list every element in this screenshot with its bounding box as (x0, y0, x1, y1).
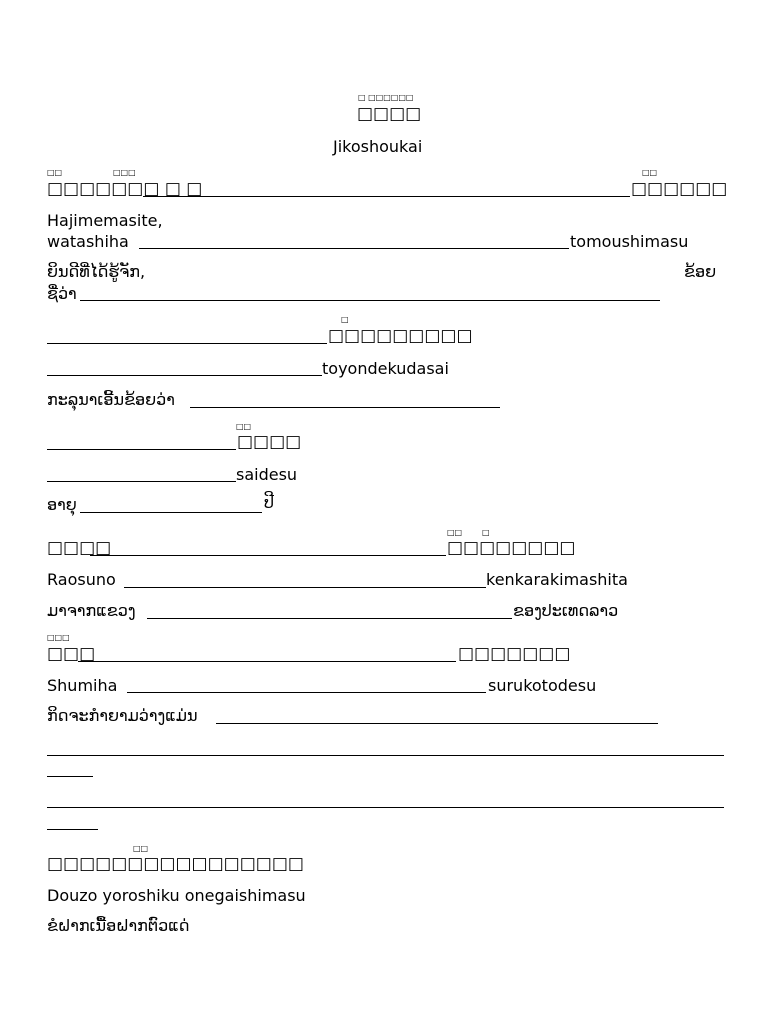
title-kanji: □□□□ (357, 104, 422, 124)
age-jp-blank[interactable] (47, 449, 236, 450)
callme-jp-blank[interactable] (47, 343, 327, 344)
closing-jp: □□□□□□□□□□□□□□□□ (47, 854, 304, 874)
hobby-romaji-blank[interactable] (127, 692, 486, 693)
name-ruby-c: □□ (642, 168, 658, 177)
hobby-jp-prefix: □□□ (47, 644, 96, 664)
callme-jp-suffix: □□□□□□□□□ (328, 326, 473, 346)
age-lao-prefix: ອາຍຸ (47, 495, 77, 514)
hobby-lao-blank[interactable] (216, 723, 658, 724)
origin-lao-blank[interactable] (147, 618, 512, 619)
origin-jp-suffix: □□□□□□□□ (447, 538, 576, 558)
origin-romaji-blank[interactable] (124, 587, 486, 588)
closing-lao: ຂໍຝາກເນື້ອຝາກຕົວແດ່ (47, 916, 190, 935)
free-line-1[interactable] (47, 755, 724, 756)
name-ruby-a: □□ (47, 168, 63, 177)
hobby-ruby: □□□ (47, 633, 70, 642)
name-lao-blank[interactable] (80, 300, 660, 301)
title-romaji: Jikoshoukai (333, 137, 423, 156)
name-jp-suffix: □□□□□□ (631, 179, 728, 199)
callme-lao-prefix: ກະລຸນາເອີ້ນຂ້ອຍວ່າ (47, 390, 175, 409)
callme-ruby: □ (341, 315, 349, 324)
origin-jp-blank[interactable] (90, 555, 446, 556)
origin-ruby-a: □□ (447, 528, 463, 537)
origin-lao-suffix: ຂອງປະເທດລາວ (513, 601, 619, 620)
name-romaji-prefix: watashiha (47, 232, 129, 251)
closing-ruby: □□ (133, 844, 149, 853)
origin-romaji-prefix: Raosuno (47, 570, 116, 589)
callme-romaji-blank[interactable] (47, 375, 322, 376)
name-jp-prefix: □□□□□□□ □ □ (47, 179, 203, 199)
free-line-2[interactable] (47, 807, 724, 808)
name-jp-blank[interactable] (143, 196, 630, 197)
origin-jp-prefix: □□□□ (47, 538, 112, 558)
name-lao-prefix: ຊື່ວ່າ (47, 284, 77, 303)
callme-lao-blank[interactable] (190, 407, 500, 408)
age-romaji-suffix: saidesu (236, 465, 298, 484)
hobby-romaji-prefix: Shumiha (47, 676, 118, 695)
origin-lao-prefix: ມາຈາກແຂວງ (47, 601, 136, 620)
name-romaji-greeting: Hajimemasite, (47, 211, 163, 230)
age-romaji-blank[interactable] (47, 481, 236, 482)
origin-romaji-suffix: kenkarakimashita (486, 570, 628, 589)
age-ruby: □□ (236, 422, 252, 431)
callme-romaji-suffix: toyondekudasai (322, 359, 449, 378)
hobby-jp-blank[interactable] (78, 661, 456, 662)
free-line-1-cont[interactable] (47, 776, 93, 777)
age-lao-suffix: ປີ (264, 493, 274, 512)
hobby-romaji-suffix: surukotodesu (488, 676, 597, 695)
origin-ruby-b: □ (482, 528, 490, 537)
age-lao-blank[interactable] (80, 512, 262, 513)
name-romaji-suffix: tomoushimasu (570, 232, 689, 251)
free-line-2-cont[interactable] (47, 829, 98, 830)
closing-romaji: Douzo yoroshiku onegaishimasu (47, 886, 306, 905)
name-lao-right: ຂ້ອຍ (684, 262, 717, 281)
name-ruby-b: □□□ (113, 168, 136, 177)
title-ruby: □ □□□□□□ (358, 93, 414, 102)
name-romaji-blank[interactable] (139, 248, 569, 249)
hobby-lao-prefix: ກິດຈະກຳຍາມວ່າງແມ່ນ (47, 706, 198, 725)
name-lao-greeting: ຍິນດີທີ່ໄດ້ຮູ້ຈັກ, (47, 262, 146, 281)
hobby-jp-suffix: □□□□□□□ (458, 644, 571, 664)
age-jp-suffix: □□□□ (237, 432, 302, 452)
